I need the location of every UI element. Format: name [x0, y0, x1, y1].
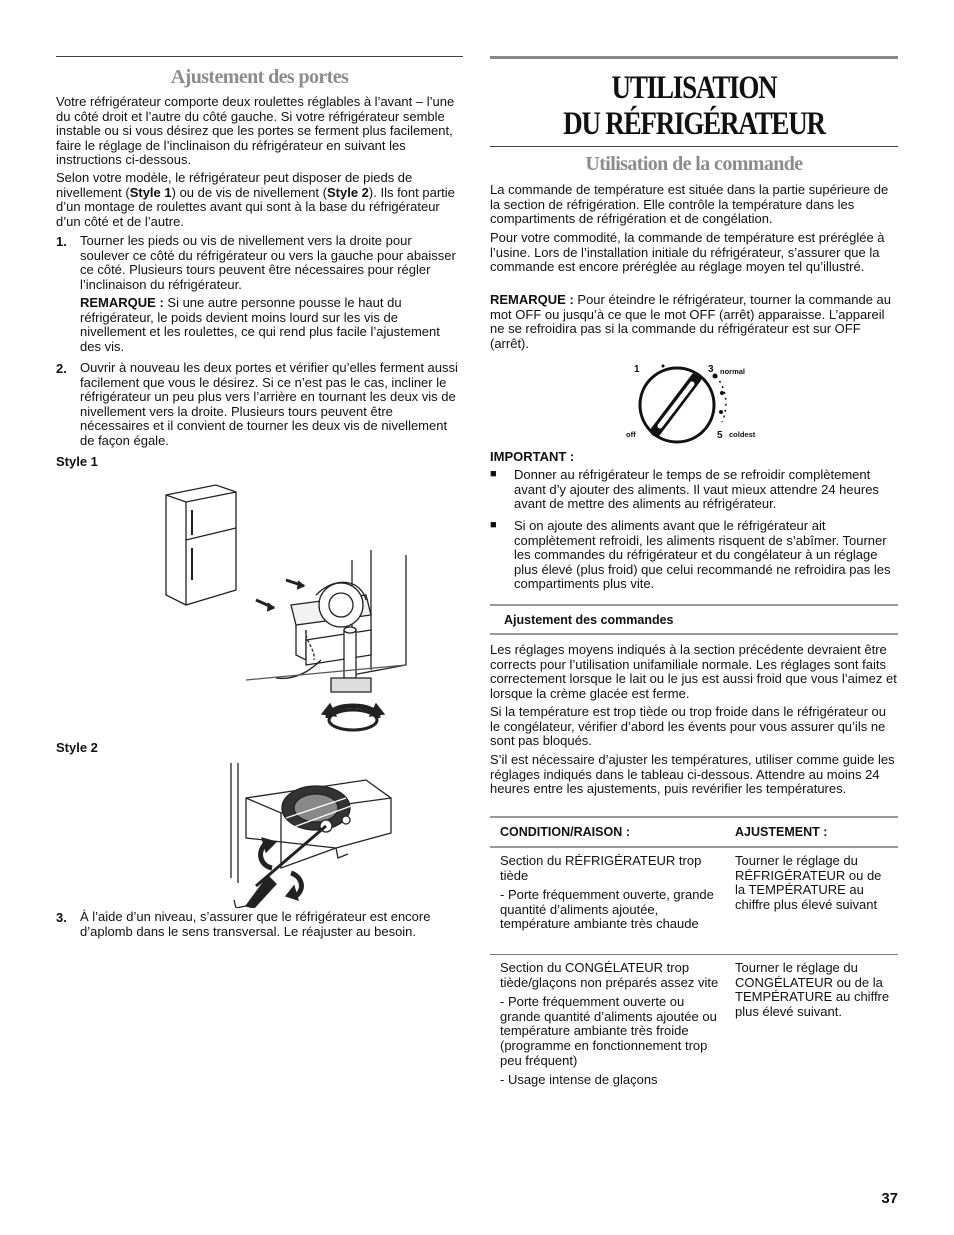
dial-setting-1: 1 — [634, 364, 640, 375]
step-3 — [56, 910, 463, 950]
section-heading-doors: Ajustement des portes — [170, 66, 349, 88]
table-cell-adjustment: Tourner le réglage du RÉFRIGÉRATEUR ou de la TEMPÉRATURE au chiffre plus élevé suivant — [735, 853, 882, 912]
bullet-2-text: Si on ajoute des aliments avant que le réfrigérateur ait complètement refroidi, les aliments risquent de s’abîmer. Tourner les commandes du réfrigérateur et du congélateur à un réglage plus élevé (plus froid) que celui recommandé ne refroidira pas les compartiments plus vite. — [514, 518, 891, 592]
table-cell-adjustment: Tourner le réglage du CONGÉLATEUR ou de la TEMPÉRATURE au chiffre plus élevé suivant. — [735, 960, 890, 1019]
step-1-text: Tourner les pieds ou vis de nivellement vers la droite pour soulever ce côté du réfrigérateur ou vers la gauche pour abaisser ce côté. Plusieurs tours peuvent être nécessaires pour régler l’inclinaison du réfrigérateur. — [80, 233, 456, 292]
step-1-number: 1. — [56, 234, 67, 249]
section-label-adjustments: Ajustement des commandes — [504, 613, 674, 627]
table-row — [490, 848, 898, 954]
table-row — [490, 955, 898, 1105]
dial-label-normal: normal — [720, 367, 746, 376]
preset-paragraph: Pour votre commodité, la commande de température est préréglée à l’usine. Lors de l’installation initiale du réfrigérateur, s’assurer que la commande est encore préréglée au réglage moyen tel qu’illustré. — [490, 230, 885, 275]
section-heading-control: Utilisation de la commande — [585, 153, 803, 175]
style-1-label: Style 1 — [56, 454, 98, 469]
table-cell-condition: Section du RÉFRIGÉRATEUR trop tiède - Porte fréquemment ouverte, grande quantité d’aliments ajoutée, température ambiante très chaude — [500, 853, 714, 932]
bullet-square-icon: ■ — [490, 519, 497, 531]
vents-paragraph: Si la température est trop tiède ou trop froide dans le réfrigérateur ou le congélateur, vérifier d’abord les évents pour vous assurer qu’ils ne sont pas bloqués. — [490, 704, 886, 749]
dial-setting-5: 5 — [717, 430, 723, 441]
dial-label-coldest: coldest — [729, 430, 756, 439]
intro-paragraph: Votre réfrigérateur comporte deux roulettes réglables à l’avant – l’une du côté droit et l’autre du côté gauche. Si votre réfrigérateur semble instable ou si vous désirez que les portes se ferment plus facilement, faire le réglage de l’inclinaison du réfrigérateur en suivant les instructions ci-dessous. — [56, 94, 455, 168]
table-cell-condition: Section du CONGÉLATEUR trop tiède/glaçons non préparés assez vite - Porte fréquemment ouverte ou grande quantité d’aliments ajoutée ou température ambiante très froide (programme en fonctionnement trop peu fréquent) - Usage intense de glaçons — [500, 960, 719, 1088]
step-3-text: À l’aide d’un niveau, s’assurer que le réfrigérateur est encore d’aplomb dans le sens transversal. Le réajuster au besoin. — [80, 909, 431, 939]
section-rule-bottom — [490, 633, 898, 635]
control-location-paragraph: La commande de température est située dans la partie supérieure de la section de réfrigération. Elle contrôle la température dans les compartiments de réfrigération et de congélation. — [490, 182, 889, 227]
bullet-1-text: Donner au réfrigérateur le temps de se refroidir complètement avant d’y ajouter des aliments. Il vaut mieux attendre 24 heures avant de mettre des aliments au réfrigérateur. — [514, 467, 879, 512]
dial-label-off: off — [626, 430, 636, 439]
top-rule-left — [56, 56, 463, 57]
step-2 — [56, 361, 463, 451]
step-2-number: 2. — [56, 361, 67, 376]
step-1-note: REMARQUE : Si une autre personne pousse le haut du réfrigérateur, le poids devient moins lourd sur les vis de nivellement et les roulettes, ce qui rend plus facile l’ajustement des vis. — [80, 295, 440, 354]
title-rule — [490, 146, 898, 147]
style-2-label: Style 2 — [56, 740, 98, 755]
page-title: UTILISATION DU RÉFRIGÉRATEUR — [563, 70, 825, 142]
adjust-guide-paragraph: S’il est nécessaire d’ajuster les températures, utiliser comme guide les réglages indiqués dans le tableau ci-dessous. Attendre au moins 24 heures entre les ajustements, puis revérifier les températures. — [490, 752, 895, 797]
settings-paragraph: Les réglages moyens indiqués à la section précédente devraient être corrects pour l’utilisation unifamiliale normale. Les réglages sont faits correctement lorsque le lait ou le jus est aussi froid que vous l’aimez et lorsque la crème glacée est ferme. — [490, 642, 897, 701]
table-header-row — [490, 818, 898, 846]
step-2-text: Ouvrir à nouveau les deux portes et vérifier qu’elles ferment aussi facilement que vous le désirez. Si ce n’est pas le cas, incliner le réfrigérateur un peu plus vers l’arrière en tournant les deux vis de nivellement vers la droite. Plusieurs tours peuvent être nécessaires et il convient de tourner les deux vis de nivellement de façon égale. — [80, 360, 458, 448]
section-rule-top — [490, 604, 898, 606]
page-number: 37 — [881, 1190, 898, 1207]
leveling-leg-illustration — [156, 480, 416, 738]
dial-setting-3: 3 — [708, 364, 714, 375]
temperature-dial — [620, 360, 780, 442]
important-bullet-2 — [490, 519, 898, 595]
models-paragraph: Selon votre modèle, le réfrigérateur peut disposer de pieds de nivellement (Style 1) ou de vis de nivellement (Style 2). Ils font partie d’un montage de roulettes avant qui sont à la base du réfrigérateur d’un côté et de l’autre. — [56, 170, 455, 229]
adjustment-table — [490, 816, 898, 1105]
top-rule-right — [490, 56, 898, 59]
off-note: REMARQUE : Pour éteindre le réfrigérateur, tourner la commande au mot OFF ou jusqu’à ce que le mot OFF (arrêt) apparaisse. L’appareil ne se refroidira pas si la commande du réfrigérateur est sur OFF (arrêt). — [490, 292, 892, 351]
bullet-square-icon: ■ — [490, 468, 497, 480]
important-bullet-1 — [490, 468, 898, 514]
step-3-number: 3. — [56, 910, 67, 925]
table-header-adjustment: AJUSTEMENT : — [735, 825, 828, 839]
important-label: IMPORTANT : — [490, 449, 575, 464]
table-header-condition: CONDITION/RAISON : — [500, 825, 630, 839]
dial-knob-graphic — [630, 360, 730, 446]
step-1 — [56, 234, 463, 354]
leveling-screw-illustration — [186, 758, 401, 908]
